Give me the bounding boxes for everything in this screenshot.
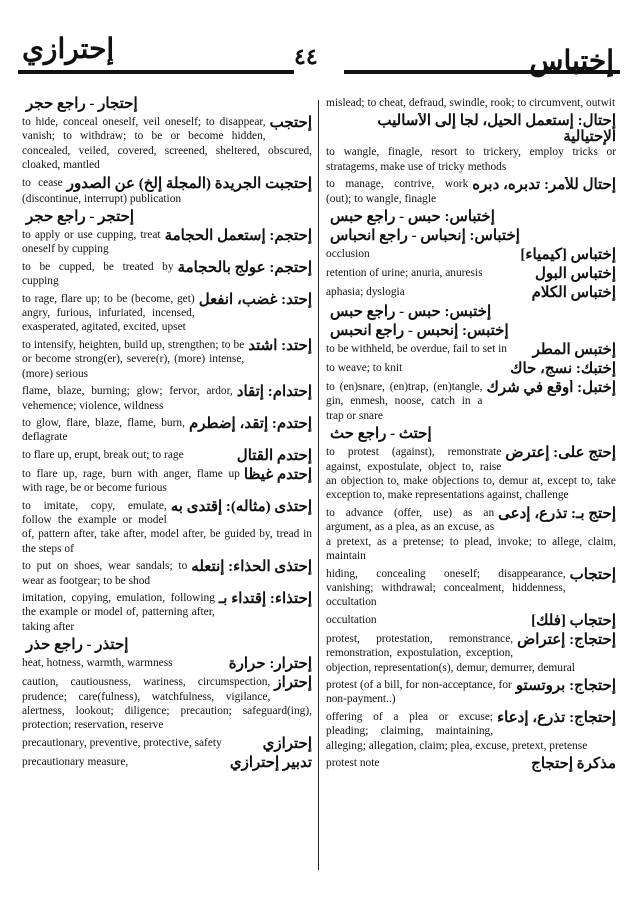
dictionary-entry — [326, 567, 616, 610]
dictionary-entry — [326, 380, 616, 423]
header-rule-left — [18, 70, 294, 74]
dictionary-entry — [326, 613, 616, 629]
dictionary-entry — [326, 426, 616, 442]
dictionary-entry — [22, 228, 312, 257]
right-column — [326, 96, 616, 775]
arabic-headword: مذكرة إحتجاج — [531, 755, 616, 772]
dictionary-entry — [326, 209, 616, 225]
dictionary-entry — [22, 416, 312, 445]
dictionary-entry — [326, 756, 616, 772]
english-definition: occultation — [326, 613, 377, 626]
arabic-headword: إحتال: إستعمل الحيل، لجأ إلى الأساليب الإحتيالية — [377, 113, 616, 146]
english-definition: heat, hotness, warmth, warmness — [22, 657, 173, 670]
left-column — [22, 96, 312, 774]
dictionary-entry — [326, 96, 616, 110]
english-definition: to glow, flare, blaze, flame, burn, deflagrate — [22, 416, 185, 444]
dictionary-entry — [22, 755, 312, 771]
arabic-headword: إحتد: اشتد — [248, 337, 312, 354]
english-definition: to protest (against), remonstrate against, expostulate, object to, raise an objection to, make objections to, demur at, except to, take exception to, make representations against, challenge — [326, 446, 616, 502]
dictionary-entry — [22, 448, 312, 464]
dictionary-entry — [22, 656, 312, 672]
english-definition: to be withheld, be overdue, fail to set in — [326, 343, 507, 356]
english-definition: to imitate, copy, emulate, follow the example or model of, pattern after, take after, model after, be guided by, tread in the steps of — [22, 499, 312, 555]
arabic-headword: إحتدم: إتقد، إضطرم — [188, 415, 312, 432]
english-definition: to put on shoes, wear sandals; to wear as footgear; to be shod — [22, 560, 188, 587]
arabic-headword: إختباس البول — [534, 266, 616, 283]
dictionary-entry — [22, 499, 312, 557]
arabic-headword: إحتجب — [269, 115, 312, 131]
arabic-headword: إحتراز — [274, 675, 312, 692]
dictionary-entry — [326, 632, 616, 675]
arabic-headword: إحترار: حرارة — [228, 656, 312, 673]
dictionary-entry — [326, 285, 616, 301]
arabic-headword: إحتجر - راجع حجر — [26, 209, 135, 226]
arabic-headword: إختبس المطر — [532, 342, 616, 359]
english-definition: flame, blaze, burning; glow; fervor, ardor, vehemence; violence, wildness — [22, 385, 233, 412]
english-definition: to hide, conceal oneself, veil oneself; to disappear, vanish; to withdraw; to be or become hidden, concealed, veiled, covered, screened, sheltered, obscured, cloaked, mantled — [22, 116, 312, 172]
arabic-headword: إختبس: إنحبس - راجع انحبس — [330, 323, 509, 340]
arabic-headword: إحتذى (مثاله): إقتدى به — [170, 498, 312, 515]
dictionary-entry — [326, 177, 616, 206]
arabic-headword: إحتجم: إستعمل الحجامة — [164, 228, 312, 245]
dictionary-entry — [22, 736, 312, 752]
dictionary-entry — [22, 675, 312, 733]
arabic-headword: إحتذر - راجع حذر — [26, 637, 129, 654]
english-definition: retention of urine; anuria, anuresis — [326, 267, 483, 280]
english-definition: to apply or use cupping, treat oneself by cupping — [22, 229, 161, 256]
arabic-headword: إحتجاج: إعتراض — [517, 631, 616, 648]
arabic-headword: إختبس: حبس - راجع حبس — [330, 304, 492, 321]
header-guideword-right: إختباس — [529, 46, 614, 77]
arabic-headword: إحتجبت الجريدة (المجلة إلخ) عن الصدور — [66, 175, 312, 192]
arabic-headword: تدبير إحترازي — [229, 754, 312, 771]
arabic-headword: إحتجاب [فلك] — [531, 612, 616, 629]
english-definition: precautionary measure, — [22, 755, 129, 768]
page-number: ٤٤ — [294, 44, 318, 69]
arabic-headword: إحتد: غضب، انفعل — [198, 291, 312, 308]
english-definition: to manage, contrive, work (out); to wangle, finagle — [326, 178, 469, 205]
arabic-headword: إحتجاج: بروتستو — [515, 677, 616, 694]
arabic-headword: إختباس الكلام — [531, 285, 616, 302]
arabic-headword: إحتج بـ: تذرع، إدعى — [498, 505, 616, 522]
arabic-headword: إختباس: حبس - راجع حبس — [330, 209, 495, 226]
dictionary-entry — [22, 209, 312, 225]
dictionary-entry — [326, 266, 616, 282]
dictionary-entry — [326, 304, 616, 320]
english-definition: protest, protestation, remonstrance, remonstration, expostulation, exception, objection, representation(s), demur, demurrer, demural — [326, 632, 575, 674]
english-definition: to weave; to knit — [326, 362, 403, 375]
arabic-headword: إحتجار - راجع حجر — [26, 96, 138, 112]
english-definition: aphasia; dyslogia — [326, 286, 405, 299]
english-definition: to flare up, erupt, break out; to rage — [22, 448, 184, 461]
dictionary-entry — [22, 115, 312, 173]
arabic-headword: إحتدم القتال — [236, 447, 312, 464]
arabic-headword: إختبك: نسج، حاك — [510, 361, 616, 378]
dictionary-entry — [326, 506, 616, 564]
english-definition: to (en)snare, (en)trap, (en)tangle, gin, enmesh, noose, catch in a trap or snare — [326, 381, 483, 422]
arabic-headword: إحتجاج: تذرع، إدعاء — [497, 709, 616, 726]
english-definition: offering of a plea or excuse; pleading; claiming, maintaining, alleging; allegation, claim; plea, excuse, pretext, pretense — [326, 710, 588, 752]
dictionary-entry — [326, 710, 616, 753]
english-definition: caution, cautiousness, wariness, circumspection, prudence; care(fulness), watchfulness, vigilance, alertness, lookout; diligence; precaution; safeguard(ing), protection; reservation, reserve — [22, 676, 312, 732]
dictionary-entry — [22, 292, 312, 335]
dictionary-entry — [22, 260, 312, 289]
english-definition: to wangle, finagle, resort to trickery, employ tricks or stratagems, make use of tricky methods — [326, 146, 616, 173]
dictionary-entry — [22, 96, 312, 112]
dictionary-entry — [22, 559, 312, 588]
dictionary-entry — [22, 637, 312, 653]
english-definition: to be cupped, be treated by cupping — [22, 260, 174, 288]
arabic-headword: إحتال للأمر: تدبره، دبره — [472, 177, 616, 194]
english-definition: precautionary, preventive, protective, safety — [22, 736, 222, 749]
dictionary-entry — [22, 467, 312, 496]
english-definition: protest note — [326, 756, 380, 769]
dictionary-entry — [326, 445, 616, 503]
english-definition: protest (of a bill, for non-acceptance, for non-payment..) — [326, 678, 512, 706]
dictionary-entry — [22, 176, 312, 206]
english-definition: to rage, flare up; to be (become, get) angry, furious, infuriated, incensed, exasperated, agitated, excited, upset — [22, 292, 195, 334]
arabic-headword: إحترازي — [262, 735, 312, 752]
arabic-headword: إختباس: إنحباس - راجع انحباس — [330, 228, 520, 245]
english-definition: to cease (discontinue, interrupt) publication — [22, 176, 182, 205]
dictionary-entry — [326, 247, 616, 263]
dictionary-entry — [22, 338, 312, 381]
dictionary-entry — [326, 678, 616, 707]
column-divider — [318, 100, 319, 870]
english-definition: to flare up, rage, burn with anger, flame up with rage, be or become furious — [22, 467, 240, 495]
english-definition: imitation, copying, emulation, following the example or model of, patterning after, taking after — [22, 591, 215, 633]
dictionary-entry — [326, 228, 616, 244]
arabic-headword: إحتدام: إتقاد — [236, 384, 312, 401]
arabic-headword: إحتجاب — [569, 566, 616, 583]
dictionary-entry — [326, 342, 616, 358]
header-guideword-left: إحترازي — [22, 34, 115, 65]
arabic-headword: إحتذى الحذاء: إنتعله — [191, 559, 312, 576]
arabic-headword: إختبل: أوقع في شرك — [486, 380, 616, 397]
dictionary-entry — [326, 361, 616, 377]
page-header — [0, 0, 638, 100]
english-definition: to advance (offer, use) as an argument, as a plea, as an excuse, as a pretext, as a pretense; to plead, invoke; to allege, claim, maintain — [326, 506, 616, 563]
arabic-headword: إحتدم غيظا — [243, 466, 312, 483]
dictionary-entry — [22, 384, 312, 413]
english-definition: mislead; to cheat, defraud, swindle, rook; to circumvent, outwit — [326, 97, 616, 109]
arabic-headword: إحتجم: عولج بالحجامة — [177, 259, 312, 276]
dictionary-entry — [326, 323, 616, 339]
arabic-headword: إختباس [كيمياء] — [520, 247, 616, 264]
arabic-headword: إحتج على: إعترض — [505, 445, 616, 462]
english-definition: occlusion — [326, 248, 370, 261]
arabic-headword: إحتذاء: إقتداء بـ — [218, 590, 312, 607]
arabic-headword: إحتث - راجع حث — [330, 426, 432, 443]
english-definition: to intensify, heighten, build up, strengthen; to be or become strong(er), severe(r), (more) intense, (more) serious — [22, 338, 245, 380]
dictionary-entry — [22, 591, 312, 634]
dictionary-entry — [326, 113, 616, 174]
english-definition: hiding, concealing oneself; disappearance, vanishing; withdrawal; concealment, hiddenness, occultation — [326, 567, 566, 609]
